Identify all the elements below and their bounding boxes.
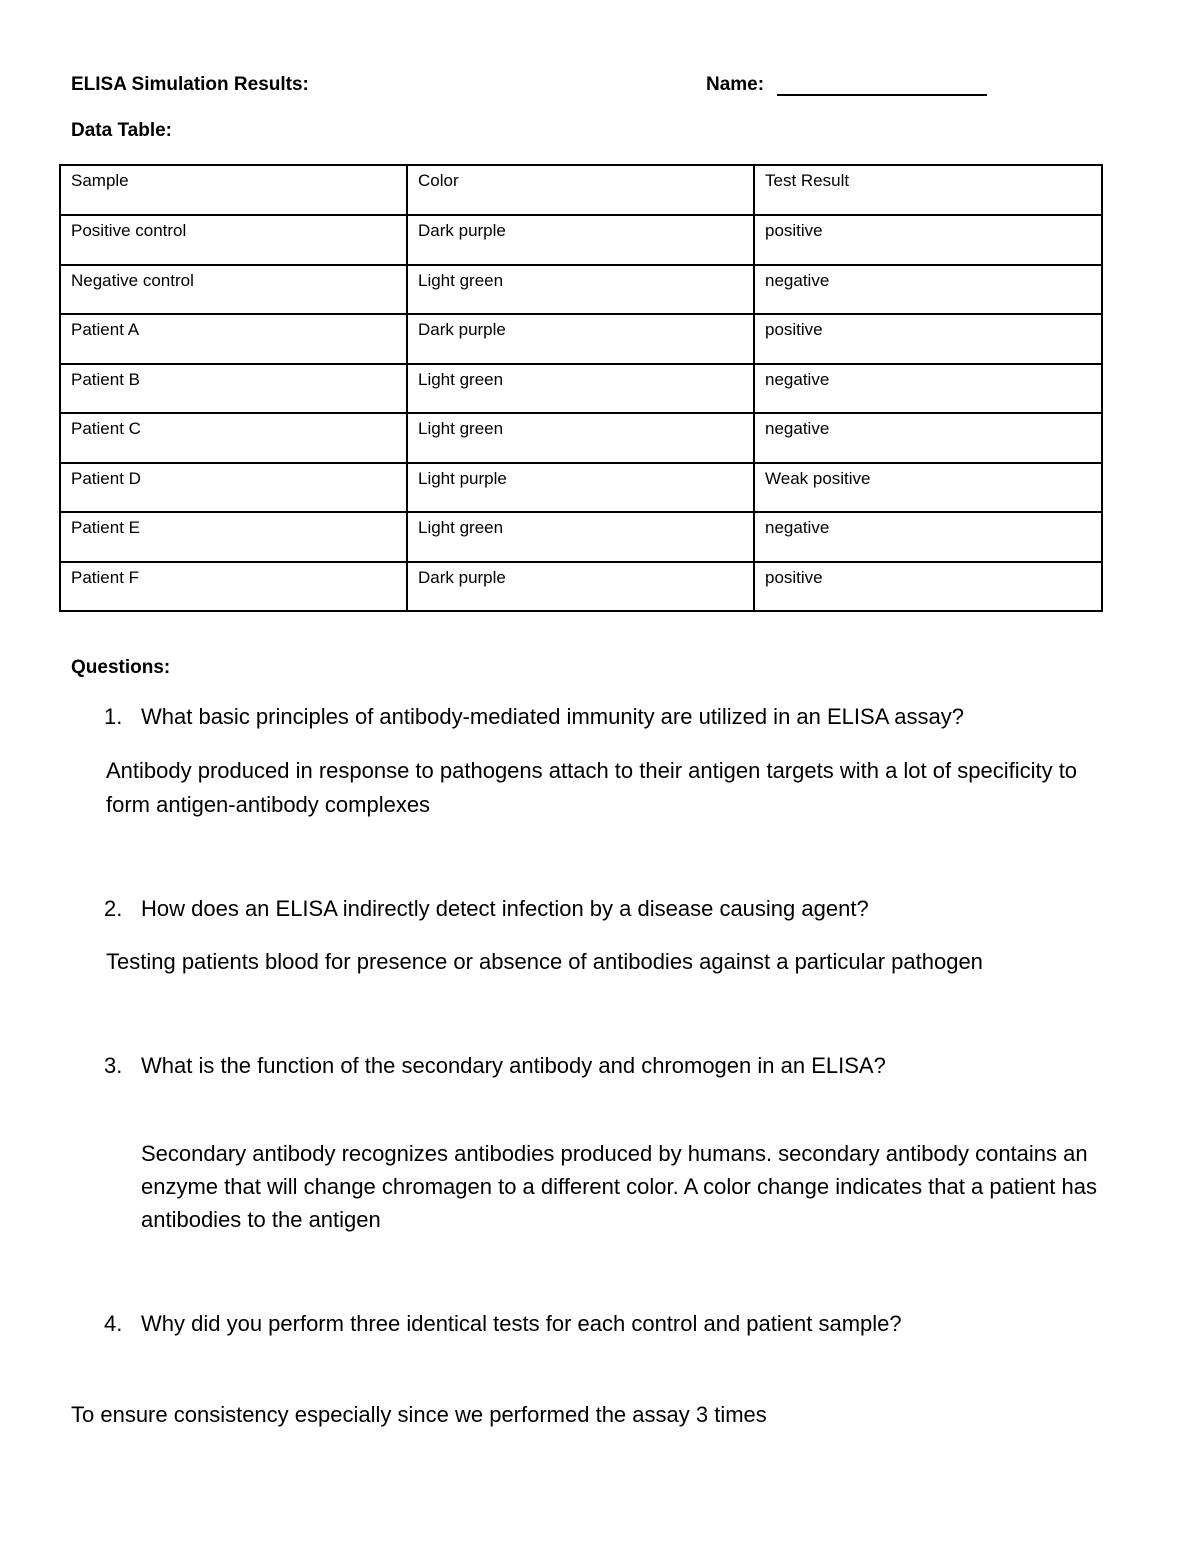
question-number: 3. — [104, 1053, 123, 1078]
question-number: 4. — [104, 1311, 123, 1336]
answer-1: Antibody produced in response to pathogens attach to their antigen targets with a lot of specificity to form antigen-antibody complexes — [106, 758, 1078, 817]
question-3 — [104, 1053, 886, 1079]
cell-color: Light purple — [407, 463, 754, 513]
cell-test-result: positive — [754, 314, 1102, 364]
question-text: Why did you perform three identical tests for each control and patient sample? — [141, 1311, 902, 1336]
cell-test-result: positive — [754, 215, 1102, 265]
cell-sample: Patient D — [60, 463, 407, 513]
cell-sample: Patient E — [60, 512, 407, 562]
table-row — [60, 413, 1102, 463]
data-table — [59, 164, 1103, 612]
question-number: 1. — [104, 704, 123, 729]
name-label: Name: — [706, 74, 765, 95]
question-text: How does an ELISA indirectly detect infection by a disease causing agent? — [141, 896, 869, 921]
name-blank-line — [777, 94, 987, 96]
answer-3: Secondary antibody recognizes antibodies produced by humans. secondary antibody contains an enzyme that will change chromagen to a different color. A color change indicates that a patient has antibodies to the antigen — [141, 1141, 1097, 1232]
page-title: ELISA Simulation Results: — [71, 74, 309, 95]
table-row — [60, 562, 1102, 612]
answer-2: Testing patients blood for presence or absence of antibodies against a particular pathogen — [106, 949, 983, 974]
cell-color: Dark purple — [407, 314, 754, 364]
question-4 — [104, 1311, 902, 1337]
cell-color: Dark purple — [407, 562, 754, 612]
question-text: What basic principles of antibody-mediated immunity are utilized in an ELISA assay? — [141, 704, 964, 729]
cell-test-result: Weak positive — [754, 463, 1102, 513]
cell-sample: Patient B — [60, 364, 407, 414]
table-row — [60, 265, 1102, 315]
cell-test-result: negative — [754, 512, 1102, 562]
table-header-row — [60, 165, 1102, 215]
questions-heading: Questions: — [71, 657, 171, 678]
cell-sample: Patient C — [60, 413, 407, 463]
cell-color: Light green — [407, 413, 754, 463]
cell-test-result: negative — [754, 413, 1102, 463]
cell-test-result: negative — [754, 364, 1102, 414]
table-row — [60, 364, 1102, 414]
cell-color: Light green — [407, 512, 754, 562]
question-1 — [104, 704, 964, 730]
question-number: 2. — [104, 896, 123, 921]
question-2 — [104, 896, 869, 922]
column-header-test-result: Test Result — [754, 165, 1102, 215]
cell-color: Light green — [407, 265, 754, 315]
cell-sample: Patient A — [60, 314, 407, 364]
table-row — [60, 512, 1102, 562]
cell-sample: Negative control — [60, 265, 407, 315]
answer-4: To ensure consistency especially since we performed the assay 3 times — [71, 1402, 767, 1427]
cell-sample: Positive control — [60, 215, 407, 265]
column-header-sample: Sample — [60, 165, 407, 215]
question-text: What is the function of the secondary antibody and chromogen in an ELISA? — [141, 1053, 886, 1078]
table-row — [60, 314, 1102, 364]
data-table-heading: Data Table: — [71, 120, 173, 141]
table-row — [60, 215, 1102, 265]
cell-color: Light green — [407, 364, 754, 414]
column-header-color: Color — [407, 165, 754, 215]
cell-color: Dark purple — [407, 215, 754, 265]
cell-test-result: negative — [754, 265, 1102, 315]
cell-test-result: positive — [754, 562, 1102, 612]
cell-sample: Patient F — [60, 562, 407, 612]
table-row — [60, 463, 1102, 513]
